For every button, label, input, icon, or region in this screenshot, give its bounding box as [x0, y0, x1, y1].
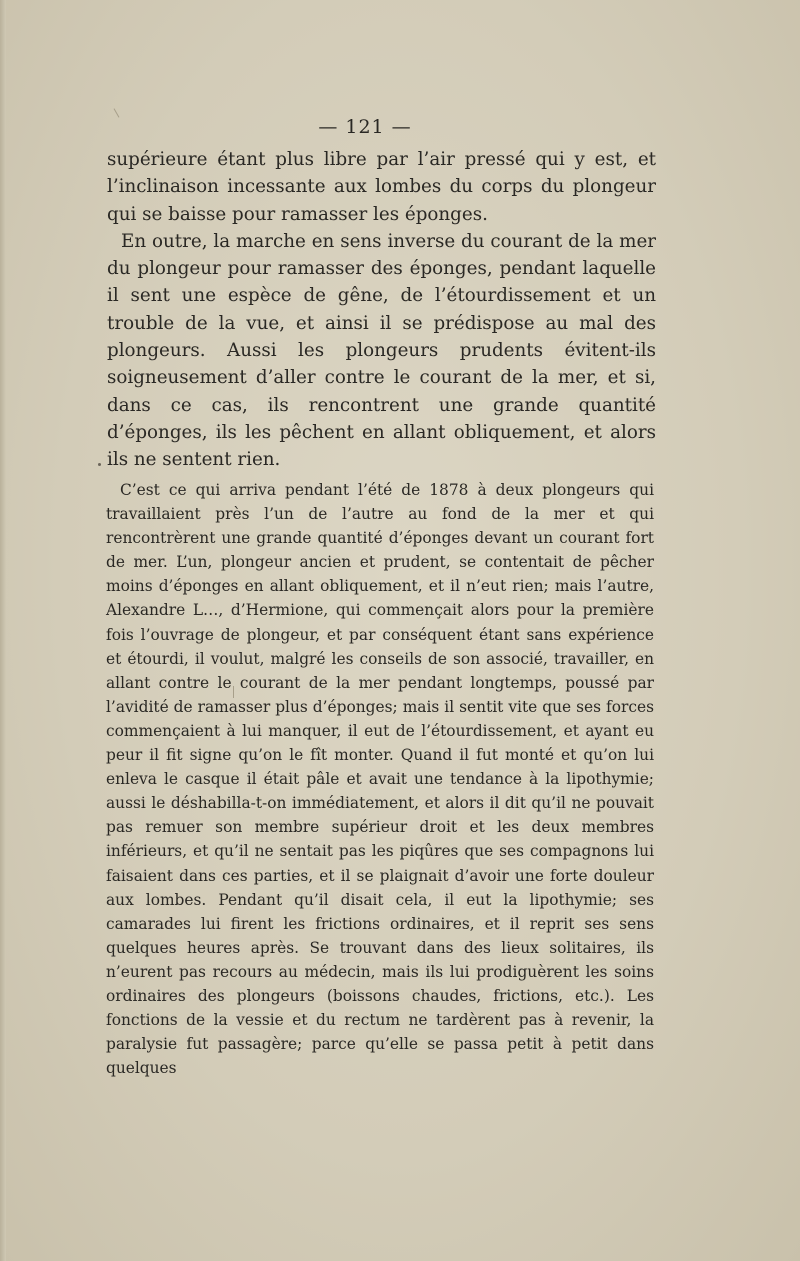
main-paragraph-1: supérieure étant plus libre par l’air pressé qui y est, et l’inclinaison incessante aux lombes du corps du plongeur qui se baisse pour ramasser les éponges. [107, 149, 656, 225]
page-left-edge [0, 0, 6, 1261]
note-paragraph: C’est ce qui arriva pendant l’été de 1878 à deux plongeurs qui travaillaient près l’un de l’autre au fond de la mer et qui rencontrèrent une grande quantité d’éponges devant un courant fort de mer. L’un, plongeur ancien et prudent, se contentait de pêcher moins d’éponges en allant obliquement, et il n’eut rien; mais l’autre, Alexandre L…, d’Hermione, qui commençait alors pour la première fois l’ouvrage de plongeur, et par conséquent étant sans expérience et étourdi, il voulut, malgré les conseils de son associé, travailler, en allant contre le courant de la mer pendant longtemps, poussé par l’avidité de ramasser plus d’éponges; mais il sentit vite que ses forces commençaient à lui manquer, il eut de l’étourdissement, et ayant eu peur il fit signe qu’on le fît monter. Quand il fut monté et qu’on lui enleva le casque il était pâle et avait une tendance à la lipothymie; aussi le déshabilla-t-on immédiatement, et alors il dit qu’il ne pouvait pas remuer son membre supérieur droit et les deux membres inférieurs, et qu’il ne sentait pas les piqûres que ses compagnons lui faisaient dans ces parties, et il se plaignait d’avoir une forte douleur aux lombes. Pendant qu’il disait cela, il eut la lipothymie; ses camarades lui firent les frictions ordinaires, et il reprit ses sens quelques heures après. Se trouvant dans des lieux solitaires, ils n’eurent pas recours au médecin, mais ils lui prodiguèrent les soins ordinaires des plongeurs (boissons chaudes, frictions, etc.). Les fonctions de la vessie et du rectum ne tardèrent pas à revenir, la paralysie fut passagère; parce qu’elle se passa petit à petit dans quelques [106, 481, 654, 1078]
note-text-block [106, 478, 654, 1080]
main-text-block [107, 146, 656, 474]
main-paragraph-2: En outre, la marche en sens inverse du courant de la mer du plongeur pour ramasser des éponges, pendant laquelle il sent une espèce de gêne, de l’étourdissement et un trouble de la vue, et ainsi il se prédispose au mal des plongeurs. Aussi les plongeurs prudents évitent-ils soigneusement d’aller contre le courant de la mer, et si, dans ce cas, ils rencontrent une grande quantité d’éponges, ils les pêchent en allant obliquement, et alors ils ne sentent rien. [107, 230, 656, 471]
margin-dot [98, 463, 101, 466]
page-number: — 121 — [318, 116, 412, 138]
